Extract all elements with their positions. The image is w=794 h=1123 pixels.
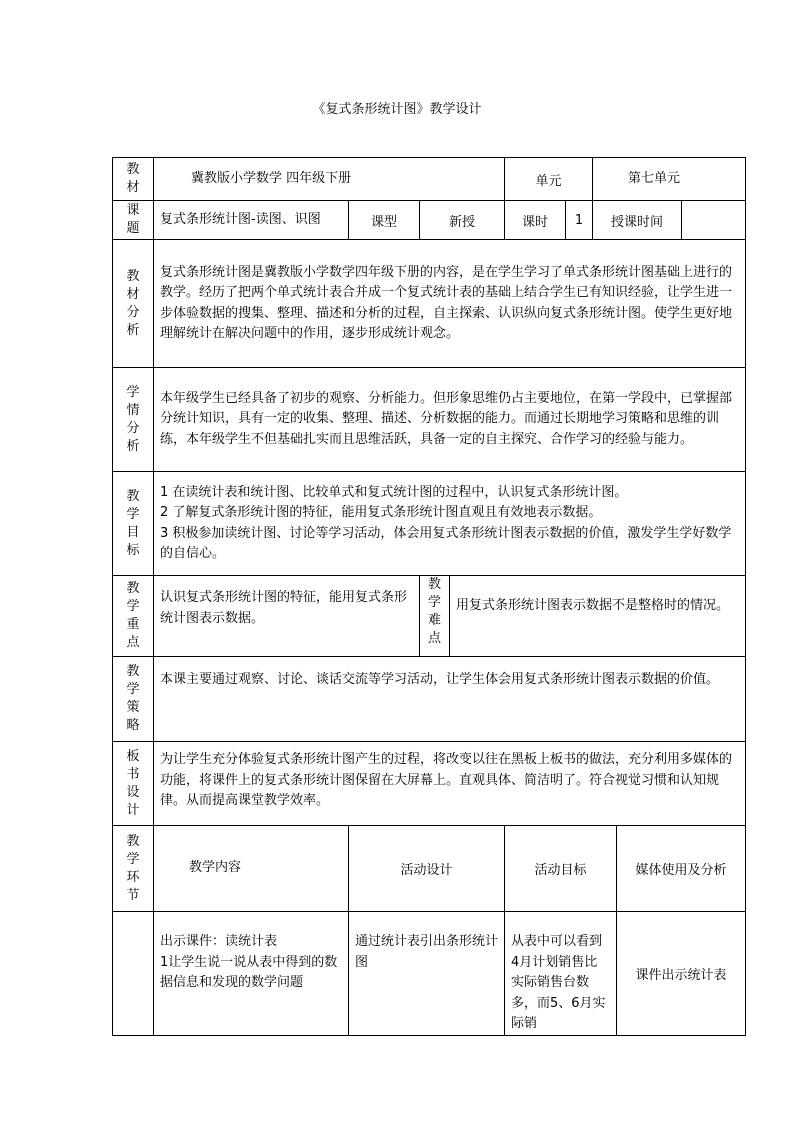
header-content: 教学内容 [154, 826, 349, 912]
process-content: 出示课件：读统计表 1让学生说一说从表中得到的数据信息和发现的数学问题 [154, 912, 349, 1036]
header-media: 媒体使用及分析 [617, 826, 746, 912]
hours-value: 1 [566, 201, 593, 240]
topic-value: 复式条形统计图-读图、识图 [154, 201, 349, 240]
row-topic [113, 201, 746, 240]
goals-list [154, 472, 746, 576]
key-points-text: 认识复式条形统计图的特征，能用复式条形统计图表示数据。 [154, 576, 420, 657]
goals-label: 教 学 目 标 [113, 472, 154, 576]
type-value: 新授 [420, 201, 505, 240]
goal-item: 2 了解复式条形统计图的特征，能用复式条形统计图直观且有效地表示数据。 [160, 505, 602, 520]
strategy-label: 教 学 策 略 [113, 657, 154, 742]
type-label: 课型 [349, 201, 420, 240]
material-analysis-label: 教 材 分 析 [113, 240, 154, 368]
process-activity: 通过统计表引出条形统计图 [349, 912, 505, 1036]
board-text: 为让学生充分体验复式条形统计图产生的过程，将改变以往在黑板上板书的做法，充分利用多媒体的功能，将课件上的复式条形统计图保留在大屏幕上。直观具体、简洁明了。符合视觉习惯和认知规律。从而提高课堂教学效率。 [154, 742, 746, 826]
student-analysis-label: 学 情 分 析 [113, 368, 154, 472]
row-key-points [113, 576, 746, 657]
unit-label: 单元 [505, 158, 593, 201]
row-board [113, 742, 746, 826]
row-student-analysis [113, 368, 746, 472]
key-points-label: 教 学 重 点 [113, 576, 154, 657]
row-material-analysis [113, 240, 746, 368]
row-material [113, 158, 746, 201]
row-strategy [113, 657, 746, 742]
board-label: 板 书 设 计 [113, 742, 154, 826]
student-analysis-text: 本年级学生已经具备了初步的观察、分析能力。但形象思维仍占主要地位，在第一学段中，已掌握部分统计知识，具有一定的收集、整理、描述、分析数据的能力。而通过长期地学习策略和思维的训练，本年级学生不但基础扎实而且思维活跃，具备一定的自主探究、合作学习的经验与能力。 [154, 368, 746, 472]
material-value: 冀教版小学数学 四年级下册 [154, 158, 505, 201]
document-title: 《复式条形统计图》教学设计 [312, 102, 482, 117]
topic-label: 课 题 [113, 201, 154, 240]
process-row [113, 912, 746, 1036]
lesson-plan-table [112, 157, 746, 1036]
material-label: 教 材 [113, 158, 154, 201]
process-goal: 从表中可以看到4月计划销售比实际销售台数多，而5、6月实际销 [505, 912, 617, 1036]
row-process-header [113, 826, 746, 912]
strategy-text: 本课主要通过观察、讨论、谈话交流等学习活动，让学生体会用复式条形统计图表示数据的价值。 [154, 657, 746, 742]
material-analysis-text: 复式条形统计图是冀教版小学数学四年级下册的内容，是在学生学习了单式条形统计图基础上进行的教学。经历了把两个单式统计表合并成一个复式统计表的基础上结合学生已有知识经验，让学生进一步体验数据的搜集、整理、描述和分析的过程，自主探索、认识纵向复式条形统计图。使学生更好地理解统计在解决问题中的作用，逐步形成统计观念。 [154, 240, 746, 368]
header-activity: 活动设计 [349, 826, 505, 912]
difficulty-label: 教 学 难 点 [420, 576, 450, 657]
process-row-blank [113, 912, 154, 1036]
date-value [682, 201, 746, 240]
header-goal: 活动目标 [505, 826, 617, 912]
difficulty-text: 用复式条形统计图表示数据不是整格时的情况。 [450, 576, 746, 657]
goal-item: 3 积极参加读统计图、讨论等学习活动，体会用复式条形统计图表示数据的价值，激发学生学好数学的自信心。 [160, 525, 732, 561]
goal-item: 1 在读统计表和统计图、比较单式和复式统计图的过程中，认识复式条形统计图。 [160, 484, 628, 500]
row-goals [113, 472, 746, 576]
hours-label: 课时 [505, 201, 566, 240]
process-label: 教 学 环 节 [113, 826, 154, 912]
process-media: 课件出示统计表 [617, 912, 746, 1036]
date-label: 授课时间 [593, 201, 682, 240]
unit-value: 第七单元 [593, 158, 746, 201]
